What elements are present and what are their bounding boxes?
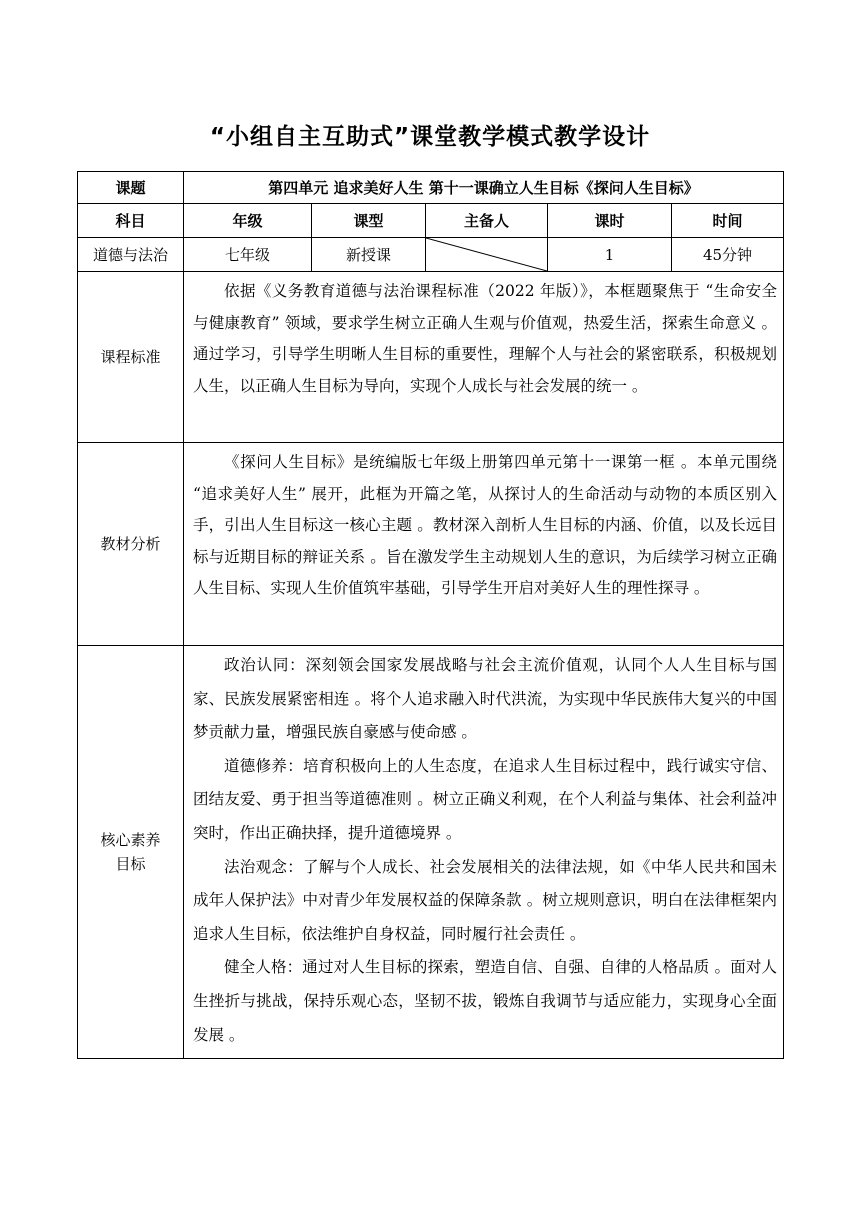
header-preparer: 主备人 [426,204,548,238]
header-subject: 科目 [78,204,184,238]
info-time: 45分钟 [672,238,784,272]
analysis-text: 《探问人生目标》是统编版七年级上册第四单元第十一课第一框 。本单元围绕 “追求美好人生” 展开，此框为开篇之笔，从探讨人的生命活动与动物的本质区别入手，引出人生目标这一核心主题 。教材深入剖析人生目标的内涵、价值，以及长远目标与近期目标的辩证关系 。旨在激发学生主动规划人生的意识，为后续学习树立正确人生目标、实现人生价值筑牢基础，引导学生开启对美好人生的理性探寻 。 [193,453,778,597]
topic-label: 课题 [78,172,184,204]
standard-label: 课程标准 [78,272,184,443]
analysis-label: 教材分析 [78,443,184,646]
core-label-line1: 核心素养 [100,831,161,850]
core-label-line2: 目标 [115,855,146,874]
core-item-moral: 道德修养：培育积极向上的人生态度，在追求人生目标过程中，践行诚实守信、团结友爱、勇于担当等道德准则 。树立正确义利观，在个人利益与集体、社会利益冲突时，作出正确抉择，提升道德境界 。 [193,756,778,842]
core-item-political: 政治认同：深刻领会国家发展战略与社会主流价值观，认同个人人生目标与国家、民族发展紧密相连 。将个人追求融入时代洪流，为实现中华民族伟大复兴的中国梦贡献力量，增强民族自豪感与使命感 。 [193,656,778,742]
info-row [78,238,784,272]
header-grade: 年级 [184,204,312,238]
header-type: 课型 [312,204,426,238]
info-type: 新授课 [312,238,426,272]
info-periods: 1 [548,238,672,272]
core-item-law: 法治观念：了解与个人成长、社会发展相关的法律法规，如《中华人民共和国未成年人保护法》中对青少年发展权益的保障条款 。树立规则意识，明白在法律框架内追求人生目标，依法维护自身权益，同时履行社会责任 。 [193,857,778,943]
analysis-cell [184,443,784,646]
lesson-plan-table [77,171,784,1059]
header-row [78,204,784,238]
standard-cell [184,272,784,443]
info-subject: 道德与法治 [78,238,184,272]
standard-text: 依据《义务教育道德与法治课程标准（2022 年版）》，本框题聚焦于 “生命安全与健康教育” 领域，要求学生树立正确人生观与价值观，热爱生活，探索生命意义 。通过学习，引导学生明晰人生目标的重要性，理解个人与社会的紧密联系，积极规划人生，以正确人生目标为导向，实现个人成长与社会发展的统一 。 [193,282,778,395]
topic-value: 第四单元 追求美好人生 第十一课确立人生目标《探问人生目标》 [184,172,784,204]
header-time: 时间 [672,204,784,238]
core-row [78,646,784,1059]
info-grade: 七年级 [184,238,312,272]
analysis-row [78,443,784,646]
core-cell [184,646,784,1059]
topic-row [78,172,784,204]
core-item-personality: 健全人格：通过对人生目标的探索，塑造自信、自强、自律的人格品质 。面对人生挫折与挑战，保持乐观心态，坚韧不拔，锻炼自我调节与适应能力，实现身心全面发展 。 [193,958,778,1044]
page-title: “小组自主互助式”课堂教学模式教学设计 [209,124,651,150]
header-periods: 课时 [548,204,672,238]
standard-row [78,272,784,443]
info-preparer-empty [426,238,548,272]
diagonal-line [426,238,547,271]
core-label [78,646,184,1059]
